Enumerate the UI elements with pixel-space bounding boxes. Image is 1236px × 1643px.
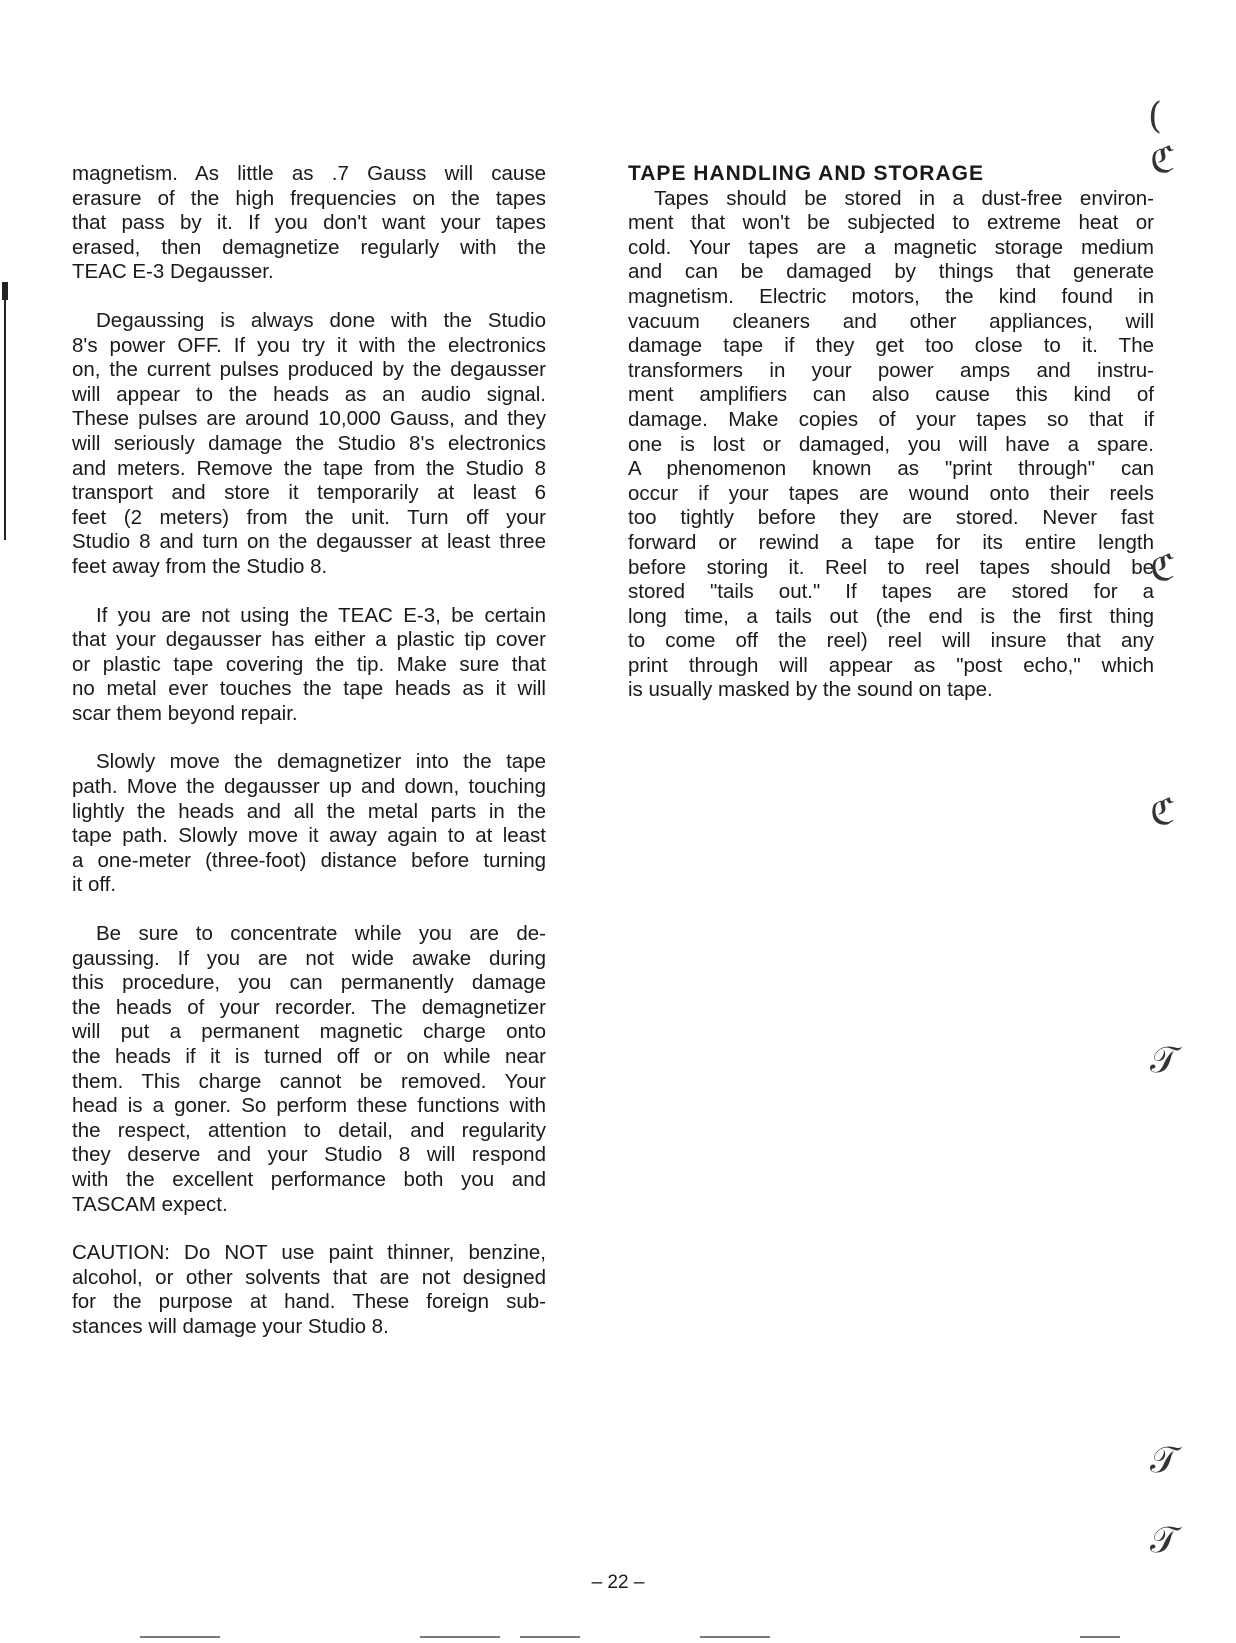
text-line: Studio 8 and turn on the degausser at least three (72, 530, 546, 554)
text-line: they deserve and your Studio 8 will respond (72, 1143, 546, 1167)
text-line: head is a goner. So perform these functions with (72, 1094, 546, 1118)
text-line: too tightly before they are stored. Never fast (628, 506, 1154, 530)
text-line: damage tape if they get too close to it. The (628, 334, 1154, 358)
text-line: feet (2 meters) from the unit. Turn off your (72, 505, 546, 529)
text-line: for the purpose at hand. These foreign sub- (72, 1290, 546, 1314)
text-line: vacuum cleaners and other appliances, will (628, 309, 1154, 333)
binding-mark-icon: 𝒯 (1150, 1440, 1178, 1481)
text-line: If you are not using the TEAC E-3, be certain (96, 603, 546, 627)
text-line: erasure of the high frequencies on the tapes (72, 186, 546, 210)
text-line: CAUTION: Do NOT use paint thinner, benzine, (72, 1241, 546, 1265)
text-line: ment that won't be subjected to extreme heat or (628, 211, 1154, 235)
section-body (628, 187, 1154, 703)
text-line: to come off the reel) reel will insure that any (628, 629, 1154, 653)
text-line: magnetism. As little as .7 Gauss will cause (72, 162, 546, 185)
text-line: transport and store it temporarily at least 6 (72, 481, 546, 505)
binding-mark-icon: 𝒯 (1150, 1520, 1178, 1561)
text-line: 8's power OFF. If you try it with the electronics (72, 333, 546, 357)
text-line: tape path. Slowly move it away again to at least (72, 824, 546, 848)
paragraph (72, 922, 546, 1217)
paragraph (72, 162, 546, 285)
text-line: ment amplifiers can also cause this kind of (628, 383, 1154, 407)
text-line: Be sure to concentrate while you are de- (96, 922, 546, 946)
text-line: that pass by it. If you don't want your tapes (72, 211, 546, 235)
text-line: alcohol, or other solvents that are not designed (72, 1265, 546, 1289)
paragraph (72, 1241, 546, 1339)
text-line: gaussing. If you are not wide awake during (72, 946, 546, 970)
text-line: cold. Your tapes are a magnetic storage medium (628, 235, 1154, 259)
text-line: it off. (72, 873, 117, 897)
binding-mark-icon: ( (1148, 96, 1163, 137)
scan-artifact-line (1080, 1636, 1120, 1638)
text-line: and meters. Remove the tape from the Studio 8 (72, 456, 546, 480)
binding-mark-icon: 𝒯 (1150, 1040, 1178, 1081)
scan-artifact-line (420, 1636, 500, 1638)
text-line: scar them beyond repair. (72, 701, 298, 725)
text-line: or plastic tape covering the tip. Make sure that (72, 652, 546, 676)
text-line: the heads if it is turned off or on while near (72, 1045, 546, 1068)
binding-mark-icon: ℭ (1150, 792, 1176, 833)
text-line: erased, then demagnetize regularly with the (72, 235, 546, 259)
text-line: transformers in your power amps and instru- (628, 358, 1154, 382)
text-line: on, the current pulses produced by the degausser (72, 358, 546, 382)
text-line: magnetism. Electric motors, the kind found in (628, 284, 1154, 308)
right-column (628, 162, 1154, 703)
text-line: Degaussing is always done with the Studio (96, 308, 546, 332)
paragraph (72, 750, 546, 898)
text-line: A phenomenon known as "print through" can (628, 457, 1154, 481)
text-line: that your degausser has either a plastic tip cover (72, 628, 546, 652)
page-number: – 22 – (591, 1572, 645, 1593)
text-line: the respect, attention to detail, and regularity (72, 1118, 546, 1142)
text-line: damage. Make copies of your tapes so that if (628, 407, 1154, 431)
text-line: stances will damage your Studio 8. (72, 1314, 389, 1338)
left-column (72, 162, 546, 1364)
text-line: is usually masked by the sound on tape. (628, 678, 993, 702)
text-line: long time, a tails out (the end is the first thing (628, 604, 1154, 628)
text-line: no metal ever touches the tape heads as it will (72, 677, 546, 701)
text-line: will appear to the heads as an audio signal. (72, 382, 546, 406)
scan-artifact-line (140, 1636, 220, 1638)
text-line: These pulses are around 10,000 Gauss, and they (72, 407, 546, 431)
section-heading: TAPE HANDLING AND STORAGE (628, 162, 984, 185)
text-line: TASCAM expect. (72, 1192, 228, 1216)
text-line: will put a permanent magnetic charge onto (72, 1020, 546, 1044)
text-line: the heads of your recorder. The demagnetizer (72, 995, 546, 1019)
text-line: this procedure, you can permanently damage (72, 971, 546, 995)
text-line: TEAC E-3 Degausser. (72, 260, 274, 284)
text-line: stored "tails out." If tapes are stored for a (628, 580, 1154, 604)
binding-mark-icon: ℭ (1150, 140, 1176, 181)
scan-edge-mark (4, 282, 6, 540)
paragraph (72, 309, 546, 580)
paragraph (72, 604, 546, 727)
text-line: before storing it. Reel to reel tapes should be (628, 555, 1154, 579)
text-line: feet away from the Studio 8. (72, 554, 328, 578)
scan-artifact-line (520, 1636, 580, 1638)
text-line: with the excellent performance both you and (72, 1167, 546, 1191)
text-line: print through will appear as "post echo," which (628, 653, 1154, 677)
text-line: occur if your tapes are wound onto their reels (628, 481, 1154, 505)
text-line: them. This charge cannot be removed. Your (72, 1069, 546, 1093)
text-line: Tapes should be stored in a dust-free environ- (654, 186, 1154, 210)
text-line: forward or rewind a tape for its entire length (628, 530, 1154, 554)
text-line: a one-meter (three-foot) distance before turning (72, 848, 546, 872)
text-line: will seriously damage the Studio 8's electronics (72, 431, 546, 455)
text-line: path. Move the degausser up and down, touching (72, 775, 546, 799)
text-line: one is lost or damaged, you will have a spare. (628, 432, 1154, 456)
scan-artifact-line (700, 1636, 770, 1638)
text-line: and can be damaged by things that generate (628, 260, 1154, 284)
text-line: lightly the heads and all the metal parts in the (72, 799, 546, 823)
binding-mark-icon: ℭ (1150, 548, 1176, 589)
text-line: Slowly move the demagnetizer into the tape (96, 750, 546, 774)
